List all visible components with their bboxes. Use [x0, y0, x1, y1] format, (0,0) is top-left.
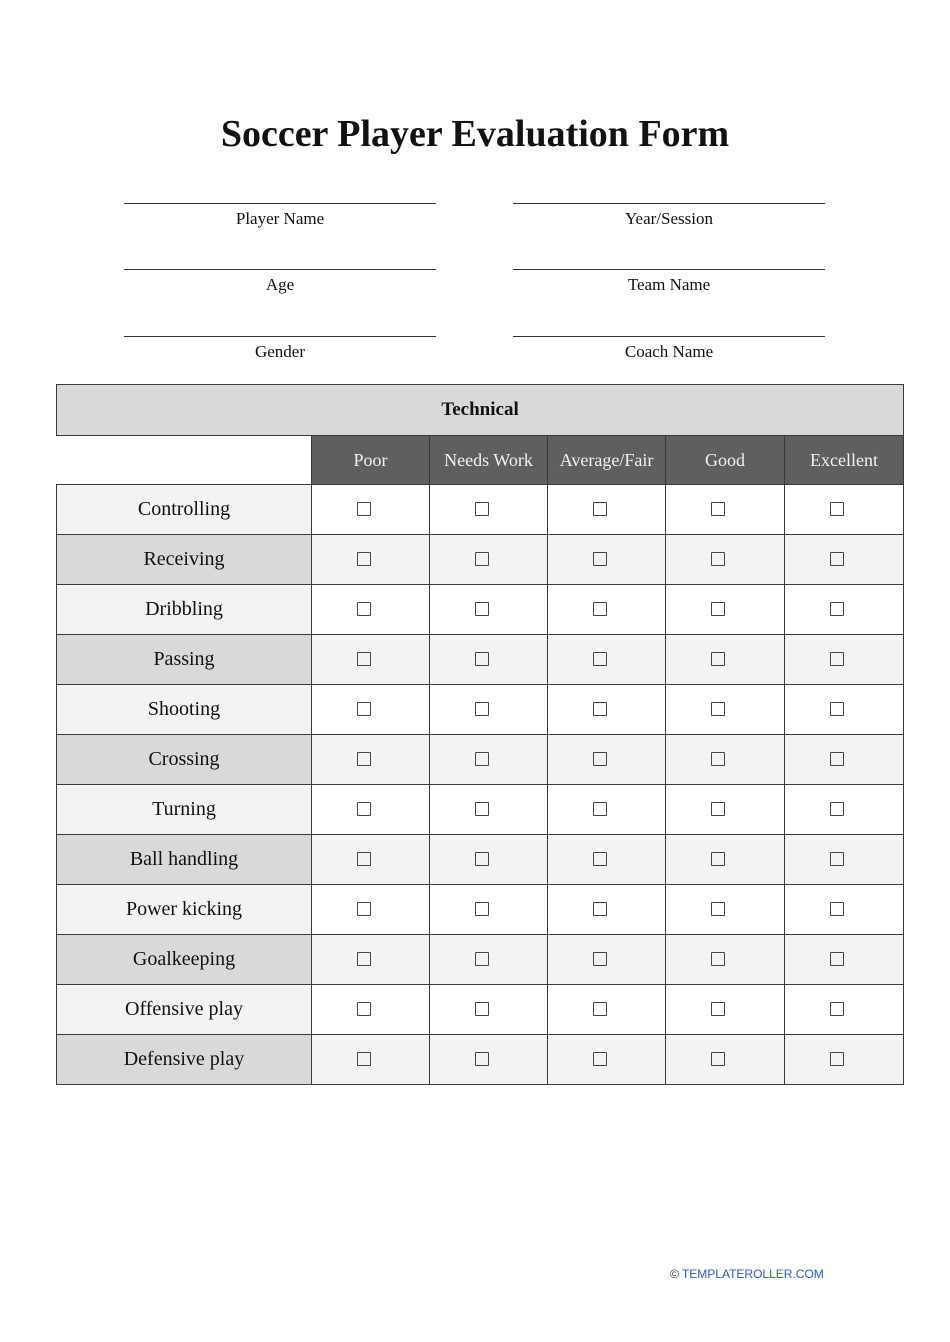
- checkbox-good[interactable]: [711, 702, 725, 716]
- rating-cell-good: [666, 585, 785, 635]
- rating-cell-average-fair: [548, 585, 666, 635]
- skill-label: Turning: [57, 785, 312, 835]
- checkbox-needs-work[interactable]: [475, 802, 489, 816]
- table-row: [57, 835, 904, 885]
- checkbox-average-fair[interactable]: [593, 1052, 607, 1066]
- checkbox-needs-work[interactable]: [475, 902, 489, 916]
- skill-label: Passing: [57, 635, 312, 685]
- skill-label: Offensive play: [57, 985, 312, 1035]
- rating-cell-excellent: [785, 485, 904, 535]
- checkbox-excellent[interactable]: [830, 552, 844, 566]
- checkbox-average-fair[interactable]: [593, 952, 607, 966]
- table-row: [57, 635, 904, 685]
- skill-label: Ball handling: [57, 835, 312, 885]
- checkbox-average-fair[interactable]: [593, 702, 607, 716]
- rating-cell-excellent: [785, 535, 904, 585]
- year-session-field[interactable]: [513, 203, 825, 229]
- rating-cell-excellent: [785, 585, 904, 635]
- rating-cell-excellent: [785, 685, 904, 735]
- checkbox-needs-work[interactable]: [475, 602, 489, 616]
- rating-cell-poor: [312, 885, 430, 935]
- rating-header-excellent: Excellent: [785, 436, 904, 485]
- year-session-label: Year/Session: [624, 209, 713, 228]
- checkbox-excellent[interactable]: [830, 602, 844, 616]
- rating-cell-needs-work: [430, 835, 548, 885]
- rating-header-good: Good: [666, 436, 785, 485]
- checkbox-excellent[interactable]: [830, 502, 844, 516]
- player-name-field[interactable]: [124, 203, 436, 229]
- rating-cell-good: [666, 685, 785, 735]
- rating-cell-average-fair: [548, 635, 666, 685]
- checkbox-poor[interactable]: [357, 652, 371, 666]
- footer-credit: [670, 1267, 824, 1281]
- rating-cell-poor: [312, 585, 430, 635]
- rating-cell-poor: [312, 835, 430, 885]
- rating-cell-needs-work: [430, 1035, 548, 1085]
- checkbox-good[interactable]: [711, 1052, 725, 1066]
- rating-cell-needs-work: [430, 685, 548, 735]
- rating-cell-average-fair: [548, 685, 666, 735]
- checkbox-average-fair[interactable]: [593, 802, 607, 816]
- rating-cell-excellent: [785, 785, 904, 835]
- checkbox-needs-work[interactable]: [475, 502, 489, 516]
- checkbox-poor[interactable]: [357, 502, 371, 516]
- checkbox-excellent[interactable]: [830, 952, 844, 966]
- skill-label: Receiving: [57, 535, 312, 585]
- table-row: [57, 785, 904, 835]
- checkbox-average-fair[interactable]: [593, 552, 607, 566]
- rating-cell-average-fair: [548, 935, 666, 985]
- checkbox-needs-work[interactable]: [475, 852, 489, 866]
- header-blank-cell: [57, 436, 312, 485]
- checkbox-poor[interactable]: [357, 852, 371, 866]
- rating-cell-poor: [312, 1035, 430, 1085]
- rating-header-needs-work: Needs Work: [430, 436, 548, 485]
- checkbox-good[interactable]: [711, 902, 725, 916]
- table-row: [57, 585, 904, 635]
- table-row: [57, 485, 904, 535]
- checkbox-excellent[interactable]: [830, 652, 844, 666]
- checkbox-needs-work[interactable]: [475, 652, 489, 666]
- team-name-field[interactable]: [513, 269, 825, 295]
- form-title: Soccer Player Evaluation Form: [220, 113, 730, 155]
- checkbox-excellent[interactable]: [830, 1002, 844, 1016]
- rating-cell-average-fair: [548, 1035, 666, 1085]
- rating-cell-average-fair: [548, 535, 666, 585]
- checkbox-average-fair[interactable]: [593, 752, 607, 766]
- table-row: [57, 735, 904, 785]
- checkbox-needs-work[interactable]: [475, 702, 489, 716]
- checkbox-poor[interactable]: [357, 952, 371, 966]
- rating-cell-poor: [312, 985, 430, 1035]
- rating-cell-needs-work: [430, 935, 548, 985]
- rating-header-average-fair: Average/Fair: [548, 436, 666, 485]
- rating-cell-average-fair: [548, 835, 666, 885]
- skill-label: Shooting: [57, 685, 312, 735]
- rating-cell-needs-work: [430, 535, 548, 585]
- checkbox-excellent[interactable]: [830, 852, 844, 866]
- age-label: Age: [265, 275, 295, 294]
- coach-name-line: [513, 336, 825, 337]
- checkbox-good[interactable]: [711, 1002, 725, 1016]
- gender-label: Gender: [254, 342, 306, 361]
- rating-cell-poor: [312, 935, 430, 985]
- gender-field[interactable]: [124, 336, 436, 362]
- rating-header-row: [57, 436, 904, 485]
- coach-name-label: Coach Name: [624, 342, 714, 361]
- table-row: [57, 885, 904, 935]
- section-title: Technical: [57, 385, 904, 436]
- rating-cell-poor: [312, 785, 430, 835]
- rating-cell-needs-work: [430, 885, 548, 935]
- rating-cell-average-fair: [548, 985, 666, 1035]
- rating-cell-poor: [312, 535, 430, 585]
- checkbox-good[interactable]: [711, 852, 725, 866]
- checkbox-average-fair[interactable]: [593, 652, 607, 666]
- rating-cell-poor: [312, 635, 430, 685]
- rating-cell-excellent: [785, 735, 904, 785]
- rating-cell-needs-work: [430, 785, 548, 835]
- checkbox-excellent[interactable]: [830, 752, 844, 766]
- age-field[interactable]: [124, 269, 436, 295]
- year-session-line: [513, 203, 825, 204]
- evaluation-table: [56, 384, 904, 1085]
- rating-cell-needs-work: [430, 985, 548, 1035]
- team-name-line: [513, 269, 825, 270]
- checkbox-excellent[interactable]: [830, 902, 844, 916]
- rating-cell-good: [666, 635, 785, 685]
- skill-label: Controlling: [57, 485, 312, 535]
- checkbox-needs-work[interactable]: [475, 1052, 489, 1066]
- skill-label: Crossing: [57, 735, 312, 785]
- age-line: [124, 269, 436, 270]
- rating-cell-good: [666, 535, 785, 585]
- table-row: [57, 935, 904, 985]
- rating-cell-good: [666, 1035, 785, 1085]
- rating-cell-good: [666, 835, 785, 885]
- checkbox-poor[interactable]: [357, 702, 371, 716]
- player-name-label: Player Name: [235, 209, 325, 228]
- checkbox-excellent[interactable]: [830, 802, 844, 816]
- checkbox-needs-work[interactable]: [475, 952, 489, 966]
- rating-cell-average-fair: [548, 785, 666, 835]
- rating-cell-excellent: [785, 985, 904, 1035]
- checkbox-poor[interactable]: [357, 752, 371, 766]
- rating-cell-needs-work: [430, 585, 548, 635]
- checkbox-good[interactable]: [711, 552, 725, 566]
- checkbox-good[interactable]: [711, 752, 725, 766]
- checkbox-poor[interactable]: [357, 1052, 371, 1066]
- rating-cell-excellent: [785, 635, 904, 685]
- coach-name-field[interactable]: [513, 336, 825, 362]
- checkbox-excellent[interactable]: [830, 702, 844, 716]
- copyright-symbol: ©: [670, 1267, 679, 1281]
- rating-cell-poor: [312, 685, 430, 735]
- rating-cell-needs-work: [430, 485, 548, 535]
- checkbox-needs-work[interactable]: [475, 552, 489, 566]
- checkbox-poor[interactable]: [357, 602, 371, 616]
- rating-cell-good: [666, 485, 785, 535]
- rating-cell-good: [666, 935, 785, 985]
- checkbox-good[interactable]: [711, 502, 725, 516]
- checkbox-needs-work[interactable]: [475, 1002, 489, 1016]
- rating-cell-poor: [312, 485, 430, 535]
- skill-label: Power kicking: [57, 885, 312, 935]
- checkbox-average-fair[interactable]: [593, 852, 607, 866]
- rating-cell-average-fair: [548, 735, 666, 785]
- skill-label: Goalkeeping: [57, 935, 312, 985]
- checkbox-good[interactable]: [711, 602, 725, 616]
- rating-cell-excellent: [785, 935, 904, 985]
- checkbox-good[interactable]: [711, 802, 725, 816]
- rating-cell-needs-work: [430, 635, 548, 685]
- rating-cell-average-fair: [548, 885, 666, 935]
- rating-cell-poor: [312, 735, 430, 785]
- rating-cell-good: [666, 885, 785, 935]
- section-header-row: [57, 385, 904, 436]
- team-name-label: Team Name: [627, 275, 711, 294]
- rating-cell-average-fair: [548, 485, 666, 535]
- skill-label: Dribbling: [57, 585, 312, 635]
- rating-cell-good: [666, 735, 785, 785]
- rating-cell-excellent: [785, 835, 904, 885]
- table-row: [57, 985, 904, 1035]
- player-name-line: [124, 203, 436, 204]
- checkbox-average-fair[interactable]: [593, 902, 607, 916]
- checkbox-average-fair[interactable]: [593, 602, 607, 616]
- rating-header-poor: Poor: [312, 436, 430, 485]
- skill-rows: [57, 485, 904, 1085]
- rating-cell-excellent: [785, 885, 904, 935]
- rating-cell-excellent: [785, 1035, 904, 1085]
- checkbox-good[interactable]: [711, 652, 725, 666]
- checkbox-needs-work[interactable]: [475, 752, 489, 766]
- checkbox-excellent[interactable]: [830, 1052, 844, 1066]
- checkbox-average-fair[interactable]: [593, 502, 607, 516]
- skill-label: Defensive play: [57, 1035, 312, 1085]
- checkbox-poor[interactable]: [357, 902, 371, 916]
- table-row: [57, 1035, 904, 1085]
- gender-line: [124, 336, 436, 337]
- checkbox-poor[interactable]: [357, 802, 371, 816]
- checkbox-poor[interactable]: [357, 1002, 371, 1016]
- table-row: [57, 685, 904, 735]
- rating-cell-good: [666, 785, 785, 835]
- rating-cell-good: [666, 985, 785, 1035]
- templateroller-link[interactable]: TEMPLATEROLLER.COM: [681, 1267, 824, 1281]
- checkbox-average-fair[interactable]: [593, 1002, 607, 1016]
- table-row: [57, 535, 904, 585]
- rating-cell-needs-work: [430, 735, 548, 785]
- checkbox-poor[interactable]: [357, 552, 371, 566]
- checkbox-good[interactable]: [711, 952, 725, 966]
